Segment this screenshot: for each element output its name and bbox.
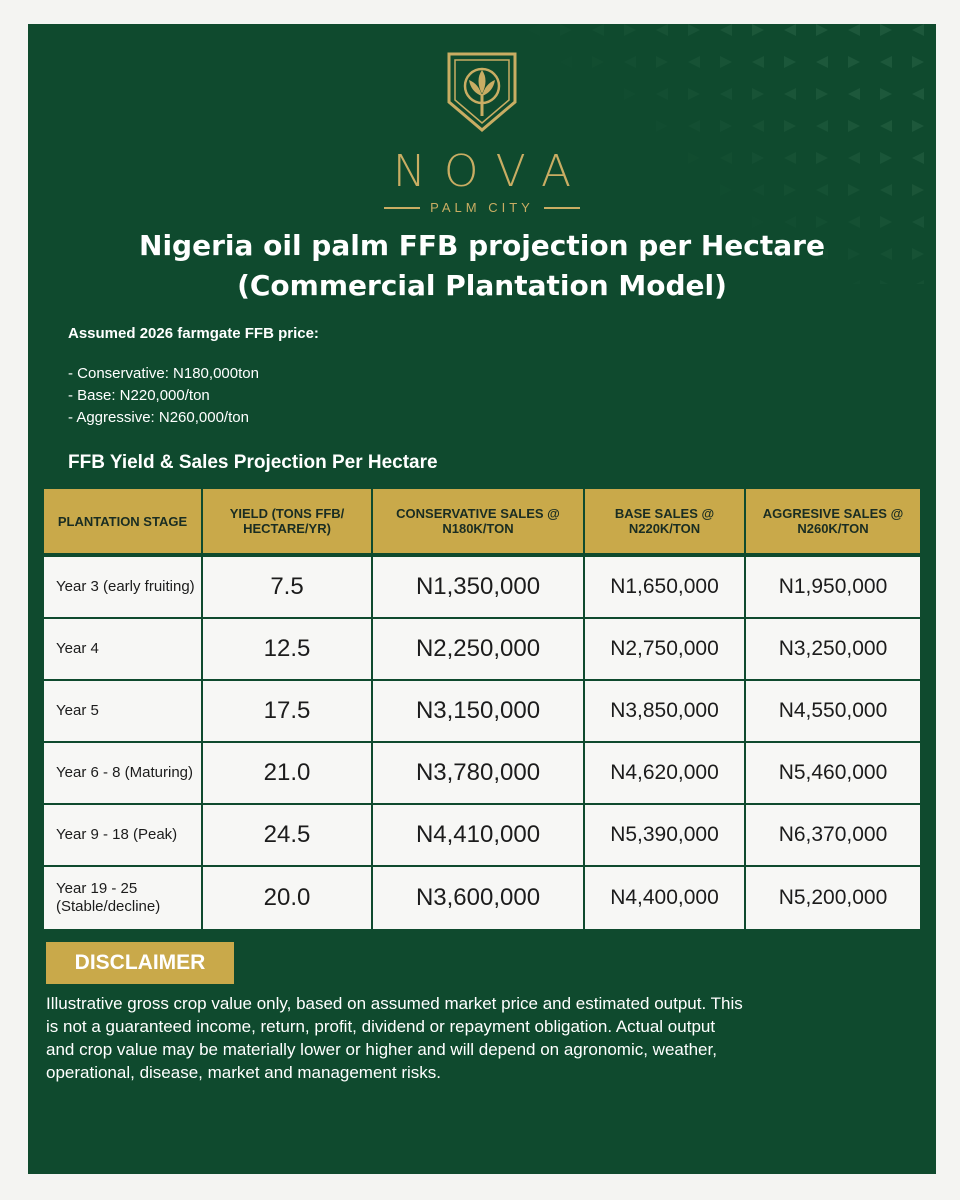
cell-conservative: N4,410,000 — [373, 805, 585, 865]
header-stage: PLANTATION STAGE — [44, 489, 203, 553]
tagline-rule-right — [544, 207, 580, 209]
cell-aggressive: N1,950,000 — [778, 575, 888, 598]
cell-base: N1,650,000 — [585, 557, 746, 617]
pattern-triangle — [624, 24, 636, 36]
table-header — [44, 489, 920, 553]
header-base: BASE SALES @ N220K/TON — [585, 489, 746, 553]
header-aggressive: AGGRESIVE SALES @ N260K/TON — [762, 506, 904, 536]
table-row — [44, 557, 920, 619]
table-row — [44, 619, 920, 681]
cell-base: N2,750,000 — [585, 619, 746, 679]
poster — [28, 24, 936, 1174]
cell-yield: 21.0 — [203, 743, 373, 803]
header-yield: YIELD (TONS FFB/ HECTARE/YR) — [203, 489, 373, 553]
pattern-triangle — [560, 24, 572, 36]
pattern-triangle — [848, 24, 860, 36]
pattern-triangle — [880, 24, 892, 36]
pattern-triangle — [752, 24, 764, 36]
pattern-triangle — [784, 24, 796, 36]
cell-stage: Year 4 — [44, 619, 203, 679]
cell-aggressive: N5,460,000 — [778, 761, 888, 784]
projection-table — [44, 489, 920, 929]
title-line-2: (Commercial Plantation Model) — [237, 269, 727, 302]
cell-aggressive: N4,550,000 — [778, 699, 888, 722]
assumption-item: - Aggressive: N260,000/ton — [68, 409, 249, 426]
pattern-triangle — [592, 24, 604, 36]
table-row — [44, 867, 920, 929]
brand-tagline: PALM CITY — [430, 200, 534, 215]
header-conservative: CONSERVATIVE SALES @ N180K/TON — [373, 489, 585, 553]
pattern-triangle — [688, 24, 700, 36]
section-title: FFB Yield & Sales Projection Per Hectare — [68, 452, 438, 473]
cell-base: N3,850,000 — [585, 681, 746, 741]
palm-shield-icon — [445, 50, 519, 134]
assumption-item: - Base: N220,000/ton — [68, 387, 210, 404]
cell-yield: 12.5 — [203, 619, 373, 679]
cell-base: N4,400,000 — [585, 867, 746, 929]
title-line-1: Nigeria oil palm FFB projection per Hectare — [139, 229, 825, 262]
tagline-rule-left — [384, 207, 420, 209]
pattern-triangle — [528, 24, 540, 36]
cell-stage: Year 5 — [44, 681, 203, 741]
cell-aggressive: N6,370,000 — [778, 823, 888, 846]
cell-base: N5,390,000 — [585, 805, 746, 865]
table-row — [44, 743, 920, 805]
assumptions-heading: Assumed 2026 farmgate FFB price: — [68, 325, 319, 342]
table-body — [44, 557, 920, 929]
cell-conservative: N3,600,000 — [373, 867, 585, 929]
cell-stage: Year 19 - 25 (Stable/decline) — [44, 867, 203, 929]
brand-logo — [28, 50, 936, 215]
assumption-item: - Conservative: N180,000ton — [68, 365, 259, 382]
cell-base: N4,620,000 — [585, 743, 746, 803]
cell-stage: Year 3 (early fruiting) — [44, 557, 203, 617]
cell-aggressive: N3,250,000 — [778, 637, 888, 660]
assumptions-list — [68, 363, 259, 429]
disclaimer-text: Illustrative gross crop value only, based on assumed market price and estimated output. This is not a guaranteed income, return, profit, dividend or repayment obligation. Actual output and crop value may be materially lower or higher and will depend on agronomic, weather, operational, disease, market and management risks. — [46, 994, 743, 1082]
cell-conservative: N1,350,000 — [373, 557, 585, 617]
cell-stage: Year 9 - 18 (Peak) — [44, 805, 203, 865]
page-title — [28, 226, 936, 306]
cell-aggressive: N5,200,000 — [778, 886, 888, 909]
cell-conservative: N2,250,000 — [373, 619, 585, 679]
cell-yield: 24.5 — [203, 805, 373, 865]
pattern-triangle — [816, 24, 828, 36]
table-row — [44, 681, 920, 743]
cell-conservative: N3,780,000 — [373, 743, 585, 803]
cell-conservative: N3,150,000 — [373, 681, 585, 741]
cell-yield: 20.0 — [203, 867, 373, 929]
cell-yield: 17.5 — [203, 681, 373, 741]
brand-name: NOVA — [392, 146, 590, 197]
pattern-triangle — [912, 24, 924, 36]
pattern-triangle — [720, 24, 732, 36]
cell-stage: Year 6 - 8 (Maturing) — [44, 743, 203, 803]
disclaimer-label: DISCLAIMER — [46, 942, 234, 984]
table-row — [44, 805, 920, 867]
cell-yield: 7.5 — [203, 557, 373, 617]
brand-tagline-row — [28, 200, 936, 215]
pattern-triangle — [656, 24, 668, 36]
